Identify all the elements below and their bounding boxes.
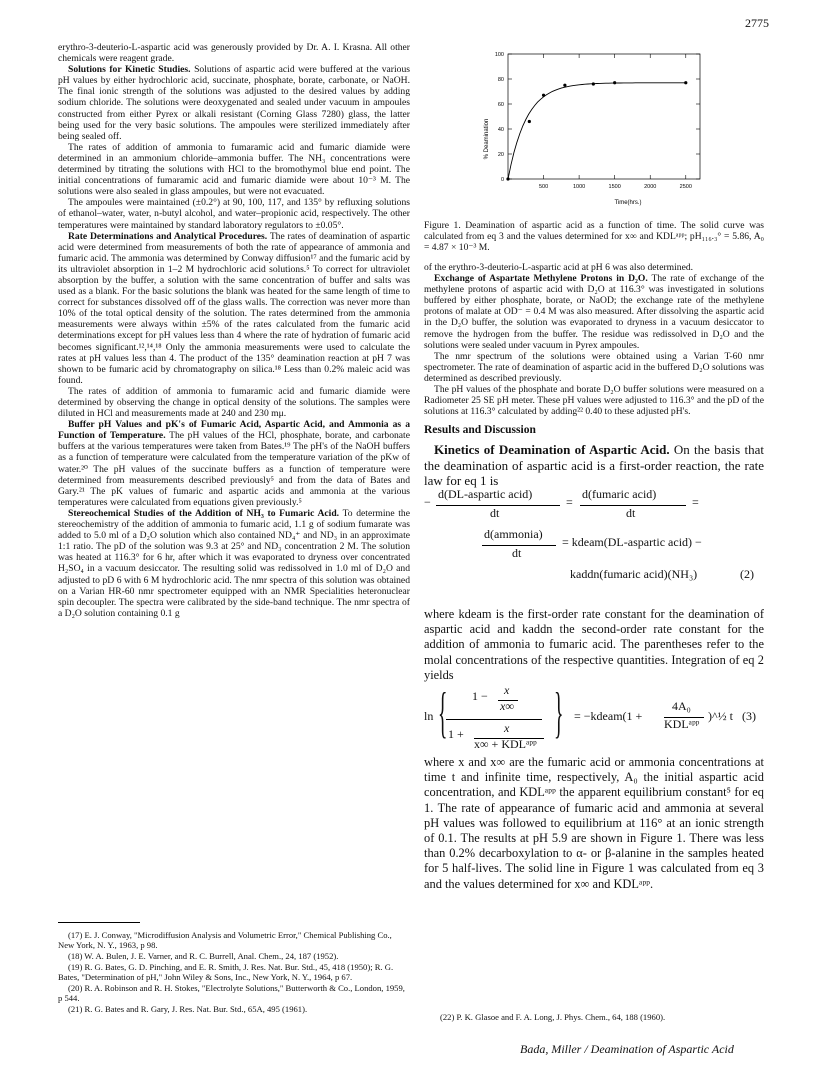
data-point [592,82,595,85]
run-in-heading: Exchange of Aspartate Methylene Protons in D₂O. [434,273,648,285]
paragraph: The rates of addition of ammonia to fumaramic acid and fumaric diamide were determined in an ammonium chloride–ammonia buffer. The NH₃ concentrations were determined by titrating the solutions with HCl to the bromothymol blue end point. The initial concentrations of fumaramic acid and fumaric diamide were about 10⁻³ M. The solutions were also sealed in glass ampoules, but were not evacuated. [58,141,410,198]
paragraph: The rates of addition of ammonia to fumaramic acid and fumaric diamide were determined by observing the change in optical density of the solutions. The samples were diluted in HCl and measurements made at 240 and 230 mμ. [58,385,410,420]
footnotes-left [58,930,410,1015]
footnote: (21) R. G. Bates and R. Gary, J. Res. Nat. Bur. Std., 65A, 495 (1961). [68,1004,308,1014]
y-tick-label: 80 [497,77,504,83]
eq-numerator: d(DL-aspartic acid) [438,486,533,501]
equation-number: (3) [742,708,756,723]
eq-denominator: dt [626,505,636,520]
equation-number: (2) [740,566,754,581]
data-point [563,84,566,87]
footnotes-right [430,1012,764,1023]
run-in-heading: Rate Determinations and Analytical Procedures. [68,230,268,242]
paragraph: The ampoules were maintained (±0.2°) at 90, 100, 117, and 135° by refluxing solutions of ethanol–water, water, n-butyl alcohol, and water–propionic acid, respectively. The other temperatures were maintained by standard laboratory regulators to ±0.05°. [58,197,410,231]
data-point [613,81,616,84]
eq-numerator: d(fumaric acid) [582,486,657,501]
paragraph: Exchange of Aspartate Methylene Protons in D₂O. The rate of exchange of the methylene protons of aspartic acid with D₂O at 116.3° was investigated in solutions buffered by either phosphate, borate, or NaOD; the exchange rate of the methylene protons of malate at OD⁻ = 0.4 M was also measured. After dissolving the aspartic acid in the D₂O buffer, the solution was evaporated to dryness in a vacuum desiccator to remove the hydrogen from the buffer. The residue was redissolved in D₂O and the solutions were sealed under vacuum in Pyrex ampoules. [424,273,764,351]
y-tick-label: 100 [494,52,504,58]
y-tick-label: 40 [497,127,504,133]
footnote: (20) R. A. Robinson and R. H. Stokes, "Electrolyte Solutions," Butterworth & Co., London, 1959, p 544. [58,983,405,1003]
equation-2: − d(DL-aspartic acid) dt = d(fumaric acid) dt = d(ammonia) dt = kdeam(DL-aspartic acid) − kaddn(fumaric acid)(NH₃) (2) [424,486,754,581]
x-axis-label: Time(hrs.) [614,200,642,206]
eq-rhs: = kdeam(DL-aspartic acid) − [562,534,702,549]
left-column [58,42,410,619]
paragraph: Stereochemical Studies of the Addition of NH₃ to Fumaric Acid. To determine the stereochemistry of the addition of ammonia to fumaric acid, 1.1 g of sodium fumarate was added to 5.0 ml of a D₂O solution which also contained ND₄⁺ and ND₃ in an approximate 1:1 ratio. The pD of the solution was 9.3 at 25° and ND₃ concentration 2 M. The solution was heated at 116.3° for 6 hr, after which it was evaporated to dryness over concentrated H₂SO₄ in a vacuum desiccator. The resulting solid was redissolved in 1.0 ml of D₂O and adjusted to pD 6 with 6 M hydrochloric acid. The nmr spectra of this solution was obtained on a Varian HR-60 nmr spectrometer equipped with an NMR Specialities heteronuclear spin decoupler. The spectra were calibrated by the side-band technique. The nmr spectra of a D₂O solution containing 0.1 g [58,507,410,619]
x-tick-label: 2500 [679,184,692,190]
footnote: (19) R. G. Bates, G. D. Pinching, and E. R. Smith, J. Res. Nat. Bur. Std., 45, 418 (1950); R. G. Bates, "Determination of pH," John Wiley & Sons, Inc., New York, N. Y., 1964, p 67. [58,962,394,982]
data-point [506,177,509,180]
y-tick-label: 0 [500,177,504,183]
footnote: (18) W. A. Bulen, J. E. Varner, and R. C. Burrell, Anal. Chem., 24, 187 (1952). [68,951,339,961]
paragraph: The nmr spectrum of the solutions were obtained using a Varian T-60 nmr spectrometer. The rate of deamination of aspartic acid in the buffered D₂O solutions was determined as described previously. [424,350,764,384]
eq-numerator: d(ammonia) [484,526,543,541]
paragraph: The pH values of the phosphate and borate D₂O buffer solutions were measured on a Radiometer 25 SE pH meter. These pH values were adjusted to 116.3° and the pD of the solutions at 116.3° calculated by adding²² 0.40 to these adjusted pH's. [424,384,764,418]
figure-caption: Figure 1. Deamination of aspartic acid as a function of time. The solid curve was calculated from eq 3 and the values determined for x∞ and KDLᵃᵖᵖ; pH₁₁₆.₃° = 5.86, A₀ = 4.87 × 10⁻³ M. [424,220,764,253]
x-tick-label: 500 [538,184,549,190]
data-point [684,81,687,84]
footnote-rule [58,922,140,923]
paragraph: of the erythro-3-deuterio-L-aspartic acid at pH 6 was also determined. [424,262,694,273]
running-footer: Bada, Miller / Deamination of Aspartic Acid [520,1042,734,1056]
right-column [424,262,764,892]
x-tick-label: 1000 [572,184,586,190]
paragraph: Kinetics of Deamination of Aspartic Acid. On the basis that the deamination of aspartic acid is a first-order reaction, the rate law for eq 1 is [424,442,765,489]
paragraph: where kdeam is the first-order rate constant for the deamination of aspartic acid and kaddn the second-order rate constant for the addition of ammonia to fumaric acid. The parentheses refer to the molal concentrations of the respective quantities. Integration of eq 2 yields [424,606,764,682]
plot-frame [508,54,700,179]
paragraph: where x and x∞ are the fumaric acid or ammonia concentrations at time t and infinite time, respectively, A₀ the initial aspartic acid concentration, and KDLᵃᵖᵖ the apparent equilibrium constant⁵ for eq 1. The rate of appearance of fumaric acid and ammonia at several pH values was followed to equilibrium at 116° at an ionic strength of 0.1. The results at pH 5.9 are shown in Figure 1. There was less than 0.2% decarboxylation to α- or β-alanine in the samples heated for 5 half-lives. The solid line in Figure 1 was calculated from eq 3 and the values determined for x∞ and KDLᵃᵖᵖ. [424,754,764,891]
y-axis-label: % Deamination [484,118,490,160]
run-in-heading: Buffer pH Values and pK's of Fumaric Acid, Aspartic Acid, and Ammonia as a Function of Temperature. [58,419,410,442]
paragraph: Rate Determinations and Analytical Procedures. The rates of deamination of aspartic acid were determined from measurements of both the rate of appearance of ammonia and fumaric acid. The ammonia was determined by Conway diffusion¹⁷ and the fumaric acid by its ultraviolet absorption in 1–2 M hydrochloric acid solutions.⁵ To correct for ultraviolet absorption by the buffer, a solution with the same concentration of buffer and salts was used as a blank. For the basic solutions the blank was heated for the same length of time to correct for substances dissolved off of the glass walls. The correction was never more than 10% of the total optical density of the solution. The rates determined from the ammonia measurements were always within ±5% of the rates calculated from the fumaric acid determinations except for pH values less than 4 where the rate of hydration of fumaric acid becomes significant.¹²,¹⁴,¹⁸ Only the ammonia measurements were used to calculate the rates at pH values less than 4. The product of the 135° deamination reaction at pH 7 was shown to be fumaric acid by chromatography on silica.¹⁸ Less than 0.2% maleic acid was found. [58,230,410,386]
x-tick-label: 1500 [608,184,621,190]
page-number: 2775 [745,16,769,30]
data-point [528,120,531,123]
equation-3: ln { 1 − x x∞ 1 + x x∞ + KDLᵃᵖᵖ } = −kdeam(1 + 4A₀ KDLᵃᵖᵖ )^½ t (3) [424,681,756,751]
data-point [542,94,545,97]
run-in-heading: Stereochemical Studies of the Addition of NH₃ to Fumaric Acid. [68,507,340,519]
paragraph: Buffer pH Values and pK's of Fumaric Acid, Aspartic Acid, and Ammonia as a Function of Temperature. The pH values of the HCl, phosphate, borate, and carbonate buffers at the various temperatures were taken from Bates.¹⁹ The pH's of the NaOH buffers as a function of temperature were calculated from the temperature variation of the pKw of water.²⁰ The pH values of the succinate buffers as a function of temperature were determined from measurements described previously⁵ and from the data of Bates and Gary.²¹ The pK values of fumaric and aspartic acids and ammonia at the various temperatures were calculated from equations given previously.⁵ [58,419,410,508]
fit-curve-line [508,83,686,179]
y-tick-label: 60 [497,102,504,108]
eq-denominator: dt [490,505,500,520]
run-in-heading: Solutions for Kinetic Studies. [68,64,191,76]
figure-1-chart [478,44,708,210]
x-tick-label: 2000 [644,184,657,190]
footnote: (17) E. J. Conway, "Microdiffusion Analysis and Volumetric Error," Chemical Publishing Co., New York, N. Y., 1963, p 98. [58,930,392,950]
eq-denominator: dt [512,545,522,560]
paragraph: Solutions for Kinetic Studies. Solutions of aspartic acid were buffered at the various pH values by either hydrochloric acid, succinate, phosphate, borate, carbonate, or NaOH. The final ionic strength of the solutions was adjusted to the desired values by adding sodium chloride. The solutions were deoxygenated and sealed under vacuum in ampoules constructed from either Pyrex or alkali resistant (Corning Glass 7280) glass, the latter being used for the very basic solutions. The ampoules were sterilized immediately after being sealed off. [58,64,410,142]
y-tick-label: 20 [497,152,504,158]
paragraph: erythro-3-deuterio-L-aspartic acid was generously provided by Dr. A. I. Krasna. All other chemicals were reagent grade. [58,42,410,65]
section-heading: Results and Discussion [424,424,536,437]
eq-rhs: kaddn(fumaric acid)(NH₃) [570,566,698,581]
run-in-heading: Kinetics of Deamination of Aspartic Acid. [434,442,670,458]
footnote: (22) P. K. Glasoe and F. A. Long, J. Phys. Chem., 64, 188 (1960). [440,1012,666,1022]
